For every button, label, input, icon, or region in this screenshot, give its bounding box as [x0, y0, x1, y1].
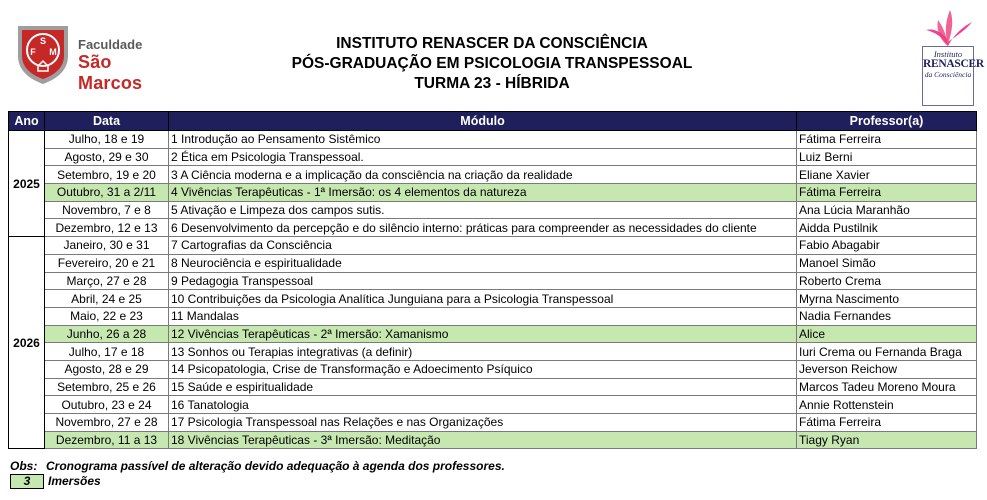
date-cell: Março, 27 e 28 — [45, 272, 169, 290]
date-cell: Fevereiro, 20 e 21 — [45, 254, 169, 272]
table-row — [9, 360, 977, 378]
date-cell: Janeiro, 30 e 31 — [45, 237, 169, 255]
module-cell: 13 Sonhos ou Terapias integrativas (a definir) — [169, 343, 797, 361]
professor-cell: Nadia Fernandes — [797, 307, 977, 325]
table-header-row — [9, 112, 977, 131]
table-row — [9, 131, 977, 149]
professor-cell: Roberto Crema — [797, 272, 977, 290]
professor-cell: Fátima Ferreira — [797, 131, 977, 149]
date-cell: Abril, 24 e 25 — [45, 290, 169, 308]
professor-cell: Manoel Simão — [797, 254, 977, 272]
table-row — [9, 237, 977, 255]
faculdade-sao-marcos-logo — [14, 22, 164, 93]
col-header-date: Data — [45, 112, 169, 131]
logo-line-faculdade: Faculdade — [78, 37, 143, 52]
schedule-body — [9, 131, 977, 449]
date-cell: Novembro, 27 e 28 — [45, 414, 169, 432]
title-class: TURMA 23 - HÍBRIDA — [414, 75, 570, 92]
year-cell: 2025 — [9, 131, 45, 237]
module-cell: 3 A Ciência moderna e a implicação da consciência na criação da realidade — [169, 166, 797, 184]
col-header-module: Módulo — [169, 112, 797, 131]
module-cell: 10 Contribuições da Psicologia Analítica Junguiana para a Psicologia Transpessoal — [169, 290, 797, 308]
date-cell: Agosto, 28 e 29 — [45, 360, 169, 378]
table-row — [9, 272, 977, 290]
table-row — [9, 325, 977, 343]
svg-text:S: S — [39, 36, 47, 46]
title-course: PÓS-GRADUAÇÃO EM PSICOLOGIA TRANSPESSOAL — [291, 55, 693, 72]
shield-icon — [14, 22, 72, 86]
legend-swatch: 3 — [10, 474, 44, 489]
date-cell: Novembro, 7 e 8 — [45, 201, 169, 219]
immersion-legend — [10, 474, 101, 489]
date-cell: Julho, 17 e 18 — [45, 343, 169, 361]
date-cell: Dezembro, 11 a 13 — [45, 431, 169, 449]
professor-cell: Jeverson Reichow — [797, 360, 977, 378]
module-cell: 15 Saúde e espiritualidade — [169, 378, 797, 396]
observation-note — [10, 459, 505, 473]
svg-text:F: F — [30, 47, 36, 57]
logo-right-line1: Instituto — [933, 49, 963, 59]
table-row — [9, 396, 977, 414]
flower-icon — [922, 8, 974, 48]
module-cell: 4 Vivências Terapêuticas - 1ª Imersão: os 4 elementos da natureza — [169, 184, 797, 202]
table-row — [9, 184, 977, 202]
module-cell: 11 Mandalas — [169, 307, 797, 325]
professor-cell: Alice — [797, 325, 977, 343]
legend-label: Imersões — [48, 474, 101, 488]
table-row — [9, 201, 977, 219]
title-institute: INSTITUTO RENASCER DA CONSCIÊNCIA — [336, 35, 648, 52]
table-row — [9, 254, 977, 272]
table-row — [9, 343, 977, 361]
logo-right-line2: RENASCER — [923, 58, 984, 70]
date-cell: Outubro, 31 a 2/11 — [45, 184, 169, 202]
professor-cell: Fabio Abagabir — [797, 237, 977, 255]
professor-cell: Ana Lúcia Maranhão — [797, 201, 977, 219]
table-row — [9, 307, 977, 325]
module-cell: 7 Cartografias da Consciência — [169, 237, 797, 255]
professor-cell: Fátima Ferreira — [797, 414, 977, 432]
professor-cell: Aidda Pustilnik — [797, 219, 977, 237]
table-row — [9, 431, 977, 449]
svg-text:M: M — [49, 47, 57, 57]
module-cell: 18 Vivências Terapêuticas - 3ª Imersão: Meditação — [169, 431, 797, 449]
table-row — [9, 166, 977, 184]
module-cell: 1 Introdução ao Pensamento Sistêmico — [169, 131, 797, 149]
professor-cell: Eliane Xavier — [797, 166, 977, 184]
document-title — [250, 34, 734, 94]
professor-cell: Fátima Ferreira — [797, 184, 977, 202]
schedule-table — [8, 111, 977, 449]
logo-line-sao-marcos: São Marcos — [78, 52, 143, 93]
module-cell: 14 Psicopatologia, Crise de Transformação e Adoecimento Psíquico — [169, 360, 797, 378]
date-cell: Agosto, 29 e 30 — [45, 148, 169, 166]
professor-cell: Annie Rottenstein — [797, 396, 977, 414]
date-cell: Setembro, 19 e 20 — [45, 166, 169, 184]
date-cell: Setembro, 25 e 26 — [45, 378, 169, 396]
obs-text: Cronograma passível de alteração devido adequação à agenda dos professores. — [46, 459, 505, 473]
professor-cell: Luiz Berni — [797, 148, 977, 166]
date-cell: Maio, 22 e 23 — [45, 307, 169, 325]
module-cell: 16 Tanatologia — [169, 396, 797, 414]
table-row — [9, 378, 977, 396]
module-cell: 6 Desenvolvimento da percepção e do silêncio interno: práticas para compreender as necessidades do cliente — [169, 219, 797, 237]
logo-right-line3: da Consciência — [924, 70, 972, 79]
table-row — [9, 219, 977, 237]
table-row — [9, 290, 977, 308]
obs-label: Obs: — [10, 459, 38, 473]
date-cell: Dezembro, 12 e 13 — [45, 219, 169, 237]
table-row — [9, 148, 977, 166]
date-cell: Julho, 18 e 19 — [45, 131, 169, 149]
professor-cell: Iuri Crema ou Fernanda Braga — [797, 343, 977, 361]
col-header-year: Ano — [9, 112, 45, 131]
professor-cell: Myrna Nascimento — [797, 290, 977, 308]
col-header-professor: Professor(a) — [797, 112, 977, 131]
instituto-renascer-logo — [922, 8, 984, 96]
table-row — [9, 414, 977, 432]
professor-cell: Marcos Tadeu Moreno Moura — [797, 378, 977, 396]
date-cell: Outubro, 23 e 24 — [45, 396, 169, 414]
module-cell: 8 Neurociência e espiritualidade — [169, 254, 797, 272]
module-cell: 2 Ética em Psicologia Transpessoal. — [169, 148, 797, 166]
module-cell: 17 Psicologia Transpessoal nas Relações e nas Organizações — [169, 414, 797, 432]
year-cell: 2026 — [9, 237, 45, 449]
module-cell: 9 Pedagogia Transpessoal — [169, 272, 797, 290]
module-cell: 12 Vivências Terapêuticas - 2ª Imersão: Xamanismo — [169, 325, 797, 343]
module-cell: 5 Ativação e Limpeza dos campos sutis. — [169, 201, 797, 219]
date-cell: Junho, 26 a 28 — [45, 325, 169, 343]
professor-cell: Tiagy Ryan — [797, 431, 977, 449]
